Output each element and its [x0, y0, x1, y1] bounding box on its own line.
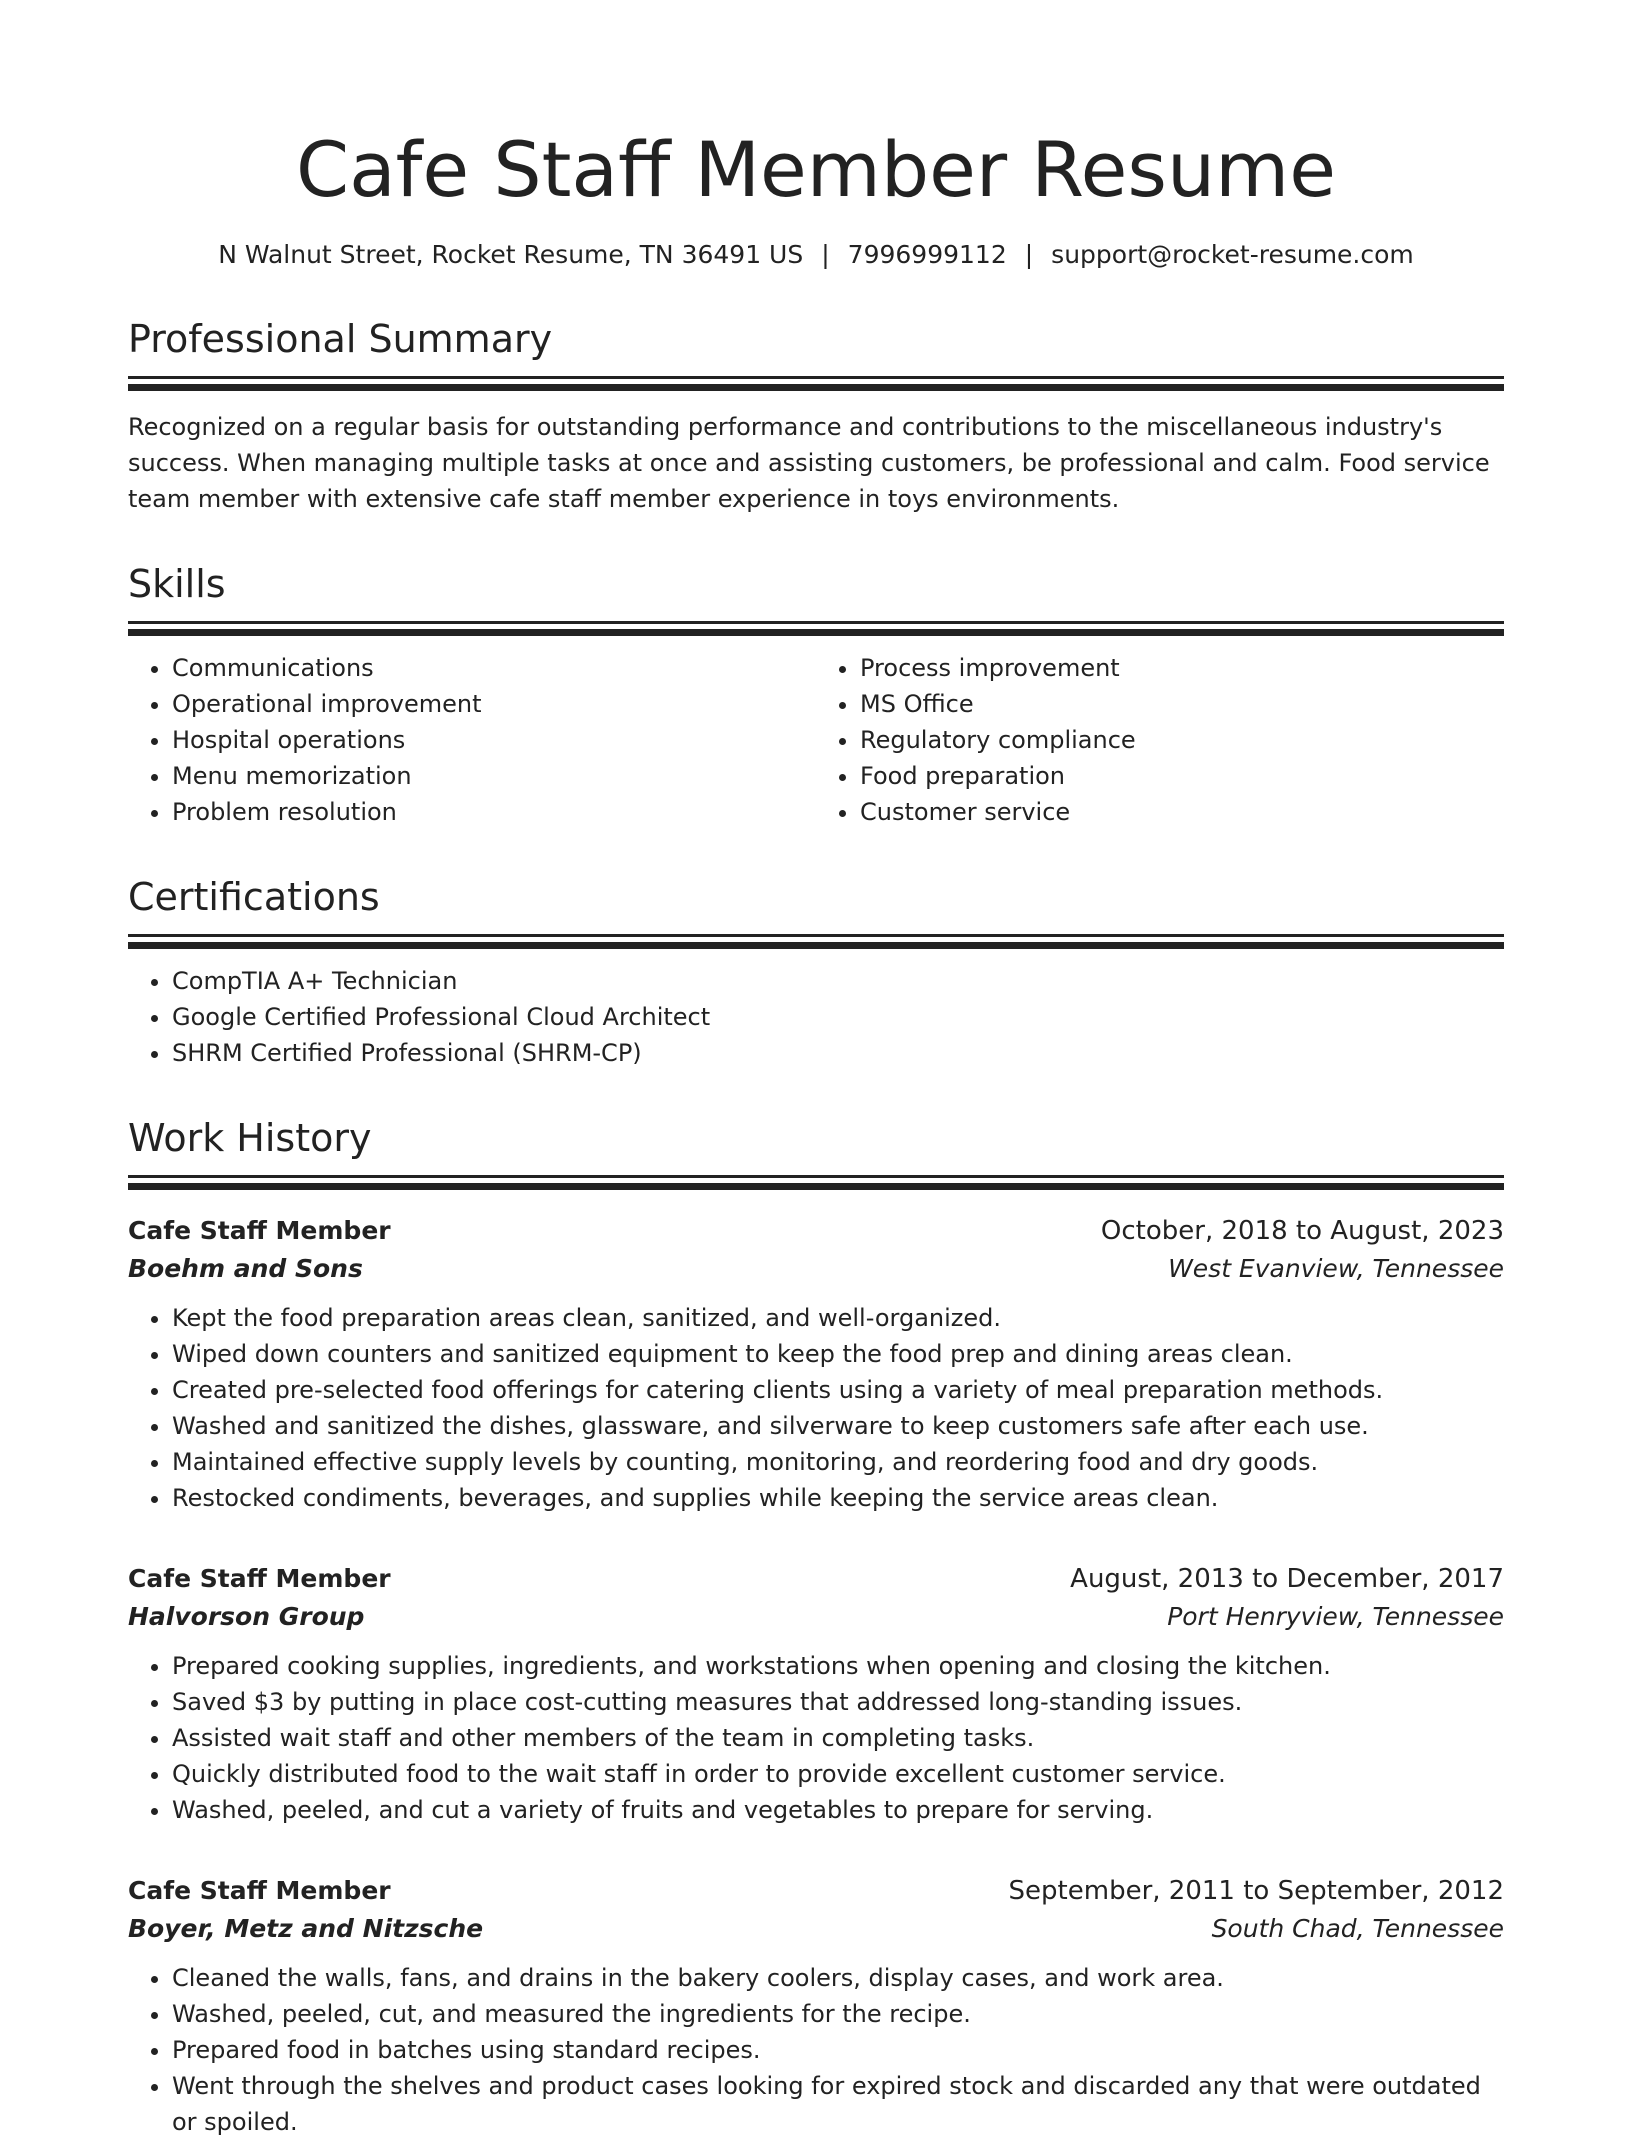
job-duty: • Kept the food preparation areas clean, sanitized, and well-organized.	[172, 1300, 1504, 1336]
section-divider	[128, 621, 1504, 624]
contact-line	[128, 238, 1504, 272]
skill-item: • Operational improvement	[172, 686, 816, 722]
job-company-row	[128, 1598, 1504, 1636]
job-duty: • Created pre-selected food offerings for catering clients using a variety of meal preparation methods.	[172, 1372, 1504, 1408]
skill-item: • MS Office	[860, 686, 1504, 722]
skill-item: • Communications	[172, 650, 816, 686]
job-duty: • Restocked condiments, beverages, and supplies while keeping the service areas clean.	[172, 1480, 1504, 1516]
job-dates: August, 2013 to December, 2017	[1070, 1564, 1504, 1594]
summary-text: Recognized on a regular basis for outstanding performance and contributions to the miscellaneous industry's success. When managing multiple tasks at once and assisting customers, be professional and calm. Food service team member with extensive cafe staff member experience in toys environments.	[128, 413, 1490, 513]
contact-email: support@rocket-resume.com	[1051, 240, 1414, 269]
job-entry	[128, 1560, 1504, 1828]
work-history-heading: Work History	[128, 1116, 372, 1160]
section-divider-thick	[128, 384, 1504, 391]
job-duty: • Assisted wait staff and other members of the team in completing tasks.	[172, 1720, 1504, 1756]
job-duty: • Prepared food in batches using standard recipes.	[172, 2032, 1504, 2068]
job-company-row	[128, 1250, 1504, 1288]
job-duty: • Wiped down counters and sanitized equipment to keep the food prep and dining areas clean.	[172, 1336, 1504, 1372]
certifications-list	[128, 963, 1504, 1071]
job-duties-list	[128, 1300, 1504, 1516]
job-company: Boyer, Metz and Nitzsche	[128, 1914, 484, 1943]
job-title: Cafe Staff Member	[128, 1216, 391, 1245]
job-location: West Evanview, Tennessee	[1168, 1254, 1504, 1283]
contact-separator: |	[821, 240, 830, 269]
job-title: Cafe Staff Member	[128, 1876, 391, 1905]
skill-item: • Hospital operations	[172, 722, 816, 758]
job-header-row	[128, 1872, 1504, 1910]
job-duty: • Prepared cooking supplies, ingredients, and workstations when opening and closing the kitchen.	[172, 1648, 1504, 1684]
contact-address: N Walnut Street, Rocket Resume, TN 36491 US	[218, 240, 804, 269]
job-duty: • Saved $3 by putting in place cost-cutting measures that addressed long-standing issues.	[172, 1684, 1504, 1720]
section-divider	[128, 376, 1504, 379]
job-location: Port Henryview, Tennessee	[1167, 1602, 1504, 1631]
section-divider-thick	[128, 1183, 1504, 1190]
job-duty: • Went through the shelves and product cases looking for expired stock and discarded any that were outdated or spoiled.	[172, 2068, 1504, 2140]
job-duty: • Washed, peeled, and cut a variety of fruits and vegetables to prepare for serving.	[172, 1792, 1504, 1828]
skill-item: • Customer service	[860, 794, 1504, 830]
job-company-row	[128, 1910, 1504, 1948]
job-location: South Chad, Tennessee	[1211, 1914, 1504, 1943]
skill-item: • Process improvement	[860, 650, 1504, 686]
certification-item: • CompTIA A+ Technician	[172, 963, 1504, 999]
contact-separator: |	[1024, 240, 1034, 269]
section-divider	[128, 1175, 1504, 1178]
job-company: Boehm and Sons	[128, 1254, 363, 1283]
job-duties-list	[128, 1648, 1504, 1828]
job-duty: • Washed and sanitized the dishes, glassware, and silverware to keep customers safe after each use.	[172, 1408, 1504, 1444]
skill-item: • Food preparation	[860, 758, 1504, 794]
job-entry	[128, 1872, 1504, 2140]
job-duty: • Cleaned the walls, fans, and drains in the bakery coolers, display cases, and work area.	[172, 1960, 1504, 1996]
skills-heading: Skills	[128, 562, 226, 606]
job-entry	[128, 1212, 1504, 1516]
section-divider-thick	[128, 629, 1504, 636]
skills-section	[128, 561, 1504, 830]
job-company: Halvorson Group	[128, 1602, 365, 1631]
skill-item: • Problem resolution	[172, 794, 816, 830]
certifications-heading: Certifications	[128, 875, 380, 919]
job-dates: October, 2018 to August, 2023	[1100, 1216, 1504, 1246]
work-history-section	[128, 1115, 1504, 2140]
skill-item: • Regulatory compliance	[860, 722, 1504, 758]
job-title: Cafe Staff Member	[128, 1564, 391, 1593]
certification-item: • SHRM Certified Professional (SHRM-CP)	[172, 1035, 1504, 1071]
certification-item: • Google Certified Professional Cloud Architect	[172, 999, 1504, 1035]
section-divider-thick	[128, 942, 1504, 949]
section-divider	[128, 934, 1504, 937]
contact-phone: 7996999112	[847, 240, 1007, 269]
job-duties-list	[128, 1960, 1504, 2140]
skills-list-right	[816, 650, 1504, 830]
job-header-row	[128, 1212, 1504, 1250]
resume-title: Cafe Staff Member Resume	[296, 125, 1336, 214]
job-header-row	[128, 1560, 1504, 1598]
job-duty: • Maintained effective supply levels by counting, monitoring, and reordering food and dry goods.	[172, 1444, 1504, 1480]
skill-item: • Menu memorization	[172, 758, 816, 794]
summary-section	[128, 316, 1504, 517]
certifications-section	[128, 874, 1504, 1071]
summary-heading: Professional Summary	[128, 317, 553, 361]
job-duty: • Washed, peeled, cut, and measured the ingredients for the recipe.	[172, 1996, 1504, 2032]
skills-list-left	[128, 650, 816, 830]
job-duty: • Quickly distributed food to the wait staff in order to provide excellent customer service.	[172, 1756, 1504, 1792]
skills-grid	[128, 650, 1504, 830]
job-dates: September, 2011 to September, 2012	[1008, 1876, 1504, 1906]
